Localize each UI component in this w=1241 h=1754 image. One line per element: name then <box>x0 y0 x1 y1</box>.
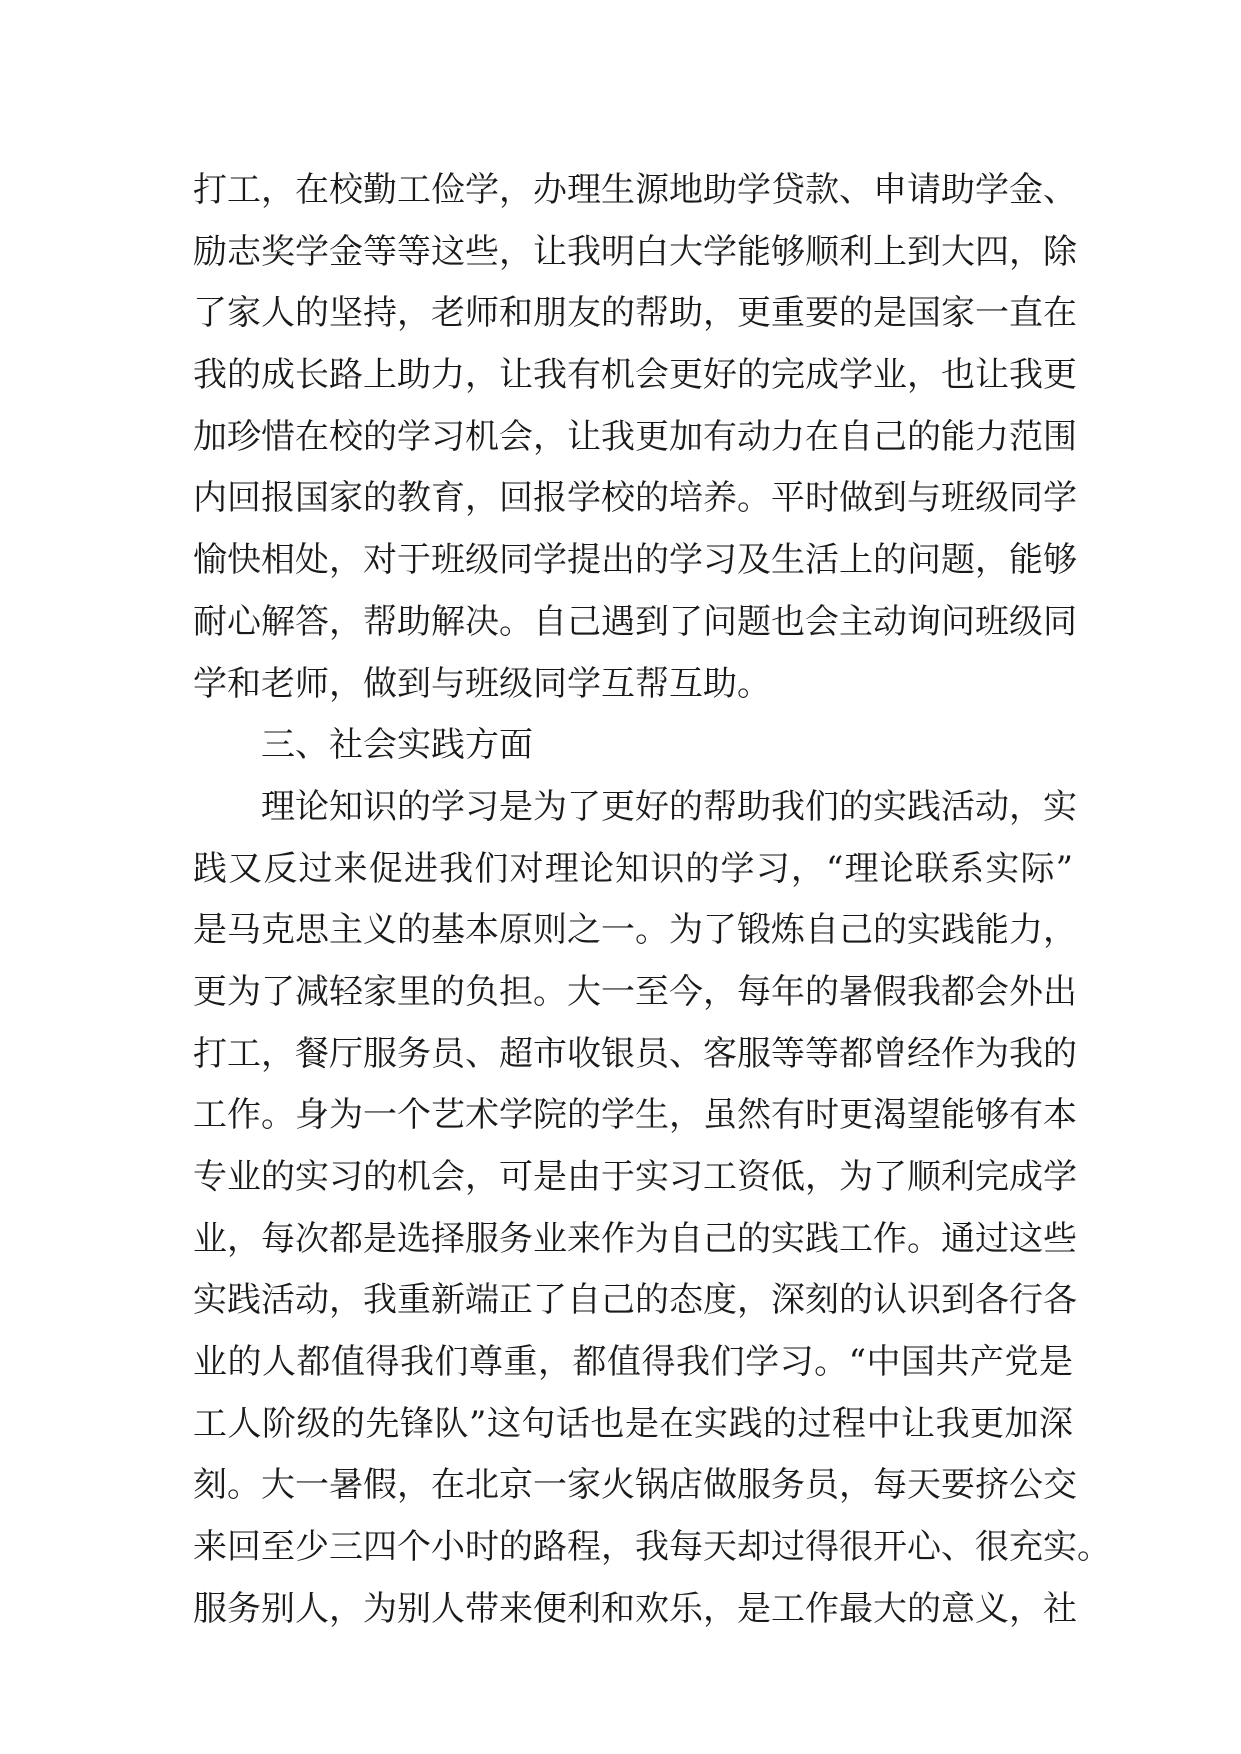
paragraph-2-line-8: 业，每次都是选择服务业来作为自己的实践工作。通过这些 <box>193 1218 1077 1259</box>
paragraph-2-line-1: 理论知识的学习是为了更好的帮助我们的实践活动，实 <box>261 786 1077 827</box>
paragraph-1-line-2: 励志奖学金等等这些，让我明白大学能够顺利上到大四，除 <box>193 231 1077 272</box>
paragraph-1-line-7: 愉快相处，对于班级同学提出的学习及生活上的问题，能够 <box>193 540 1077 581</box>
paragraph-2-line-5: 打工，餐厅服务员、超市收银员、客服等等都曾经作为我的 <box>193 1033 1077 1074</box>
section-heading-social-practice: 三、社会实践方面 <box>261 725 533 766</box>
paragraph-2-line-13: 来回至少三四个小时的路程，我每天却过得很开心、很充实。 <box>193 1527 1111 1568</box>
document-body <box>193 160 1111 1641</box>
paragraph-2-line-10: 业的人都值得我们尊重，都值得我们学习。“中国共产党是 <box>193 1342 1073 1383</box>
paragraph-1-line-1: 打工，在校勤工俭学，办理生源地助学贷款、申请助学金、 <box>193 170 1077 210</box>
paragraph-2-line-11: 工人阶级的先锋队”这句话也是在实践的过程中让我更加深 <box>193 1403 1073 1444</box>
paragraph-2-line-2: 践又反过来促进我们对理论知识的学习，“理论联系实际” <box>193 848 1073 889</box>
paragraph-2-line-7: 专业的实习的机会，可是由于实习工资低，为了顺利完成学 <box>193 1157 1077 1197</box>
paragraph-1-line-5: 加珍惜在校的学习机会，让我更加有动力在自己的能力范围 <box>193 416 1077 457</box>
paragraph-1-line-4: 我的成长路上助力，让我有机会更好的完成学业，也让我更 <box>193 355 1077 396</box>
paragraph-2-line-6: 工作。身为一个艺术学院的学生，虽然有时更渴望能够有本 <box>193 1095 1077 1136</box>
paragraph-2-line-12: 刻。大一暑假，在北京一家火锅店做服务员，每天要挤公交 <box>193 1465 1077 1506</box>
paragraph-1-line-3: 了家人的坚持，老师和朋友的帮助，更重要的是国家一直在 <box>193 293 1077 334</box>
paragraph-2-line-3: 是马克思主义的基本原则之一。为了锻炼自己的实践能力， <box>193 910 1077 951</box>
paragraph-2-line-14: 服务别人，为别人带来便利和欢乐，是工作最大的意义，社 <box>193 1588 1077 1629</box>
paragraph-1-line-9: 学和老师，做到与班级同学互帮互助。 <box>193 663 771 704</box>
paragraph-2-line-9: 实践活动，我重新端正了自己的态度，深刻的认识到各行各 <box>193 1280 1077 1321</box>
paragraph-1-line-6: 内回报国家的教育，回报学校的培养。平时做到与班级同学 <box>193 478 1077 519</box>
paragraph-2-line-4: 更为了减轻家里的负担。大一至今，每年的暑假我都会外出 <box>193 971 1077 1012</box>
paragraph-1-line-8: 耐心解答，帮助解决。自己遇到了问题也会主动询问班级同 <box>193 601 1077 642</box>
